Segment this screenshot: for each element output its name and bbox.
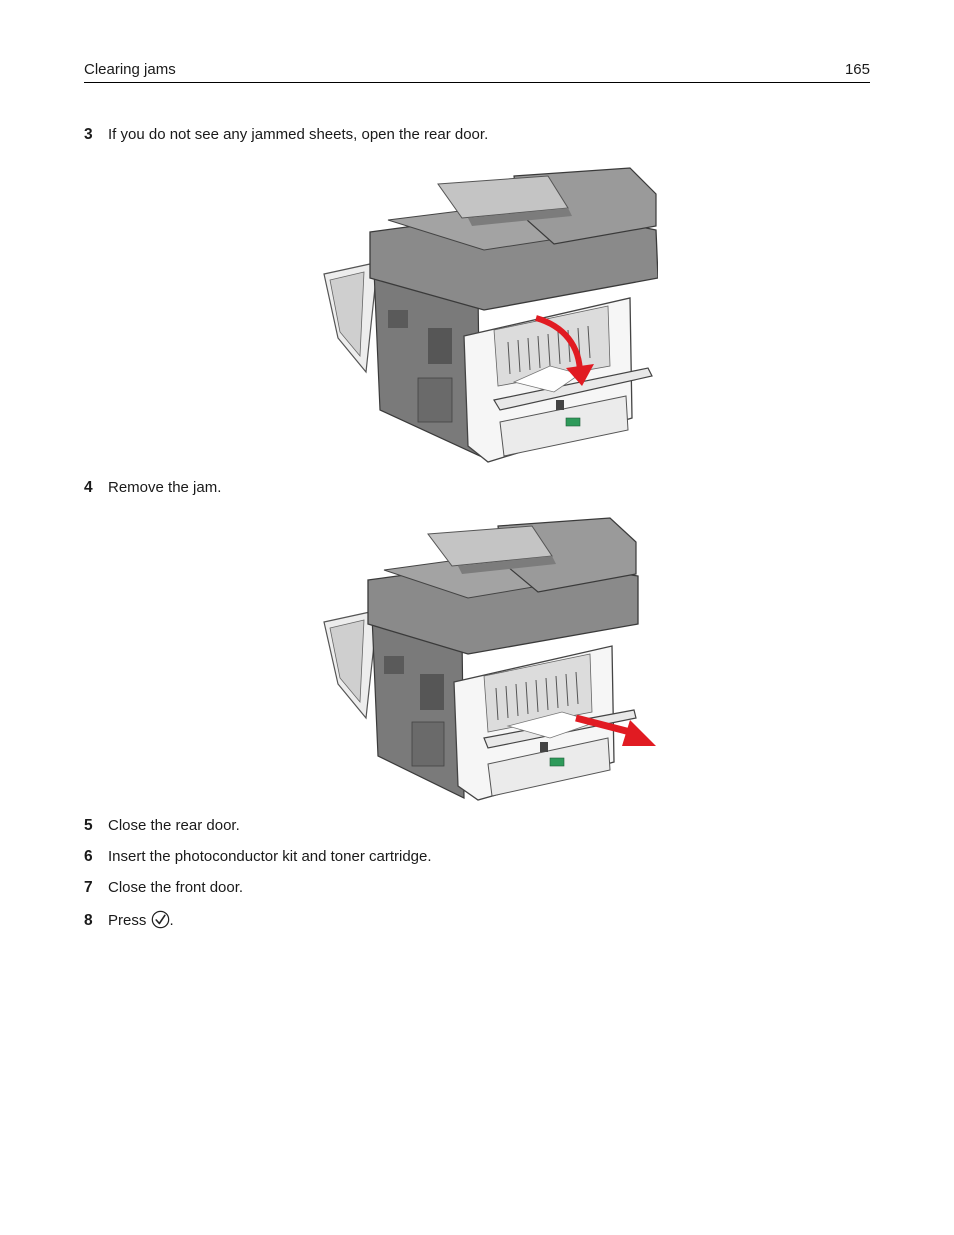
- step-7: [84, 878, 243, 898]
- page-header: [84, 58, 870, 83]
- step-text: Press: [108, 912, 147, 929]
- step-8: [84, 910, 174, 931]
- printer-rear-door-open-illustration: [318, 160, 658, 468]
- step-3: [84, 125, 488, 145]
- step-text: Remove the jam.: [108, 479, 222, 496]
- step-number: 4: [84, 479, 93, 496]
- step-number: 6: [84, 848, 93, 865]
- step-text: Insert the photoconductor kit and toner cartridge.: [108, 848, 432, 865]
- step-6: [84, 847, 432, 867]
- section-title: Clearing jams: [84, 61, 176, 78]
- step-text-suffix: .: [169, 912, 174, 929]
- step-number: 7: [84, 879, 93, 896]
- step-text: Close the front door.: [108, 879, 244, 896]
- page-number: 165: [844, 61, 870, 78]
- step-text: Close the rear door.: [108, 817, 240, 834]
- checkmark-select-button-icon: [151, 910, 170, 929]
- remove-jam-illustration: [318, 512, 658, 804]
- step-5: [84, 816, 240, 836]
- step-4: [84, 478, 221, 498]
- step-number: 8: [84, 912, 93, 929]
- step-number: 3: [84, 126, 93, 143]
- step-number: 5: [84, 817, 93, 834]
- step-text: If you do not see any jammed sheets, open the rear door.: [108, 126, 489, 143]
